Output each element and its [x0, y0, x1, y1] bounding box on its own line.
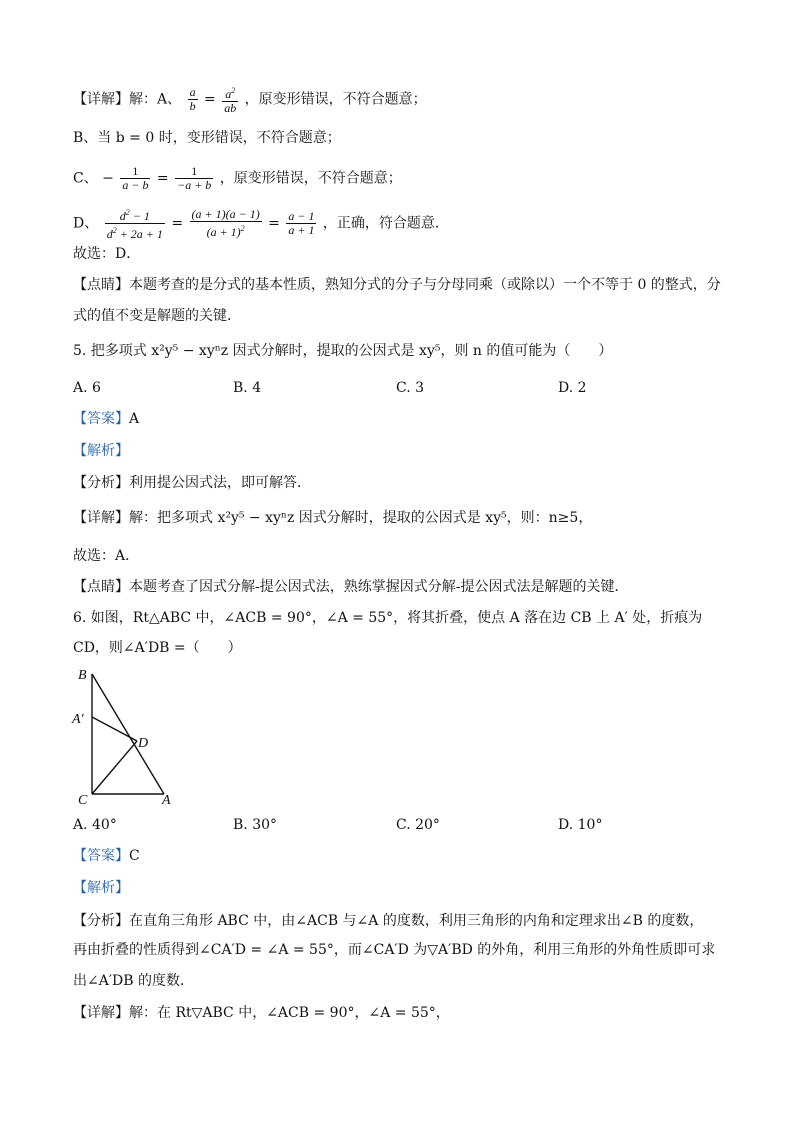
- q6-analyze-line1: [73, 912, 703, 930]
- comment-tag: 【点睛】: [73, 277, 129, 293]
- q5-conclusion: 故选：A．: [73, 548, 140, 564]
- q5-stem: 5. 把多项式 x²y⁵ − xyⁿz 因式分解时，提取的公因式是 xy⁵，则 n 的值可能为（ ）: [73, 343, 613, 359]
- q6-option-c: C. 20°: [396, 817, 440, 833]
- analyze-tag: 【分析】: [73, 913, 129, 929]
- answer-value: A: [129, 411, 140, 427]
- q6-analysis-tag: 【解析】: [73, 880, 129, 896]
- q5-option-b: B. 4: [233, 380, 262, 396]
- q6-analyze-line2: 再由折叠的性质得到∠CA′D = ∠A = 55°，而∠CA′D 为▽A′BD 的外角，利用三角形的外角性质即可求: [73, 942, 716, 958]
- q5-analyze: [73, 474, 311, 492]
- comment-text: 本题考查的是分式的基本性质，熟知分式的分子与分母同乘（或除以）一个不等于 0 的整式，分: [129, 277, 721, 293]
- fraction-d-third: $\frac{a - 1}{a + 1}$: [288, 209, 315, 237]
- q5-answer: [73, 410, 139, 428]
- detail-a-tail: ，原变形错误，不符合题意；: [244, 91, 427, 108]
- q4-comment-line1: [73, 276, 721, 294]
- d-prefix: D、: [73, 215, 99, 232]
- detail-tag: 【详解】: [73, 91, 129, 108]
- label-a: A: [162, 793, 171, 808]
- label-d: D: [138, 736, 149, 751]
- q6-detail: [73, 1004, 450, 1022]
- q5-detail: [73, 509, 592, 527]
- segment-a1d: [92, 717, 137, 741]
- c-prefix: C、: [73, 170, 98, 187]
- fraction-d-second: $\frac{(a + 1)(a - 1)}{(a + 1)^2}$: [191, 207, 260, 239]
- q6-stem-line1: 6. 如图，Rt△ABC 中，∠ACB = 90°，∠A = 55°，将其折叠，使点 A 落在边 CB 上 A′ 处，折痕为: [73, 610, 703, 626]
- q4-detail-c: C、 − $\frac{1}{a - b}$ = $\frac{1}{-a + b}$ ，原变形错误，不符合题意；: [73, 164, 402, 192]
- c-tail: ，原变形错误，不符合题意；: [219, 170, 402, 187]
- q5-analysis-tag: 【解析】: [73, 443, 129, 459]
- detail-tag: 【详解】: [73, 510, 129, 526]
- analyze-text: 利用提公因式法，即可解答．: [129, 475, 311, 491]
- fraction-d-first: $\frac{d^2 - 1}{d^2 + 2a + 1}$: [106, 208, 163, 241]
- detail-text: 解：在 Rt▽ABC 中，∠ACB = 90°，∠A = 55°，: [129, 1005, 450, 1021]
- d-tail: ，正确，符合题意．: [322, 215, 449, 232]
- q4-detail-d: D、 $\frac{d^2 - 1}{d^2 + 2a + 1}$ = $\frac{(a + 1)(a - 1)}{(a + 1)^2}$ = $\frac{a - 1}{a + 1}$ ，正确，符合题意．: [73, 207, 449, 241]
- label-a-prime: A′: [72, 712, 84, 727]
- answer-tag: 【答案】: [73, 848, 129, 864]
- q6-analyze-line3: 出∠A′DB 的度数．: [73, 973, 194, 989]
- q5-comment: [73, 578, 628, 596]
- fraction-a-over-b: $\frac{a}{b}$: [189, 85, 196, 113]
- comment-tag: 【点睛】: [73, 579, 129, 595]
- q6-stem-line2: CD，则∠A′DB =（ ）: [73, 640, 242, 656]
- q4-comment-line2: 式的值不变是解题的关键．: [73, 308, 241, 324]
- detail-text: 解：把多项式 x²y⁵ − xyⁿz 因式分解时，提取的公因式是 xy⁵，则：n≥5，: [129, 510, 593, 526]
- fraction-c-right: $\frac{1}{-a + b}$: [177, 164, 212, 192]
- fraction-c-left: $\frac{1}{a - b}$: [122, 164, 149, 192]
- side-ba: [92, 674, 164, 794]
- triangle-figure: [70, 665, 190, 810]
- q5-option-c: C. 3: [396, 380, 425, 396]
- label-b: B: [78, 668, 87, 683]
- fraction-a2-over-ab: $\frac{a^2}{ab}$: [224, 86, 237, 115]
- q5-option-d: D. 2: [558, 380, 587, 396]
- label-c: C: [78, 793, 88, 808]
- detail-lead: 解：A、: [129, 91, 182, 108]
- q6-option-a: A. 40°: [73, 817, 117, 833]
- q4-detail-b: B、当 b = 0 时，变形错误，不符合题意；: [73, 130, 341, 146]
- fold-cd: [92, 741, 137, 794]
- comment-text: 本题考查了因式分解-提公因式法，熟练掌握因式分解-提公因式法是解题的关键．: [129, 579, 629, 595]
- q5-option-a: A. 6: [73, 380, 101, 396]
- detail-tag: 【详解】: [73, 1005, 129, 1021]
- q4-conclusion: 故选：D．: [73, 246, 141, 262]
- answer-tag: 【答案】: [73, 411, 129, 427]
- answer-value: C: [129, 848, 140, 864]
- q4-detail-a: 【详解】解：A、 $\frac{a}{b}$ = $\frac{a^2}{ab}$ ，原变形错误，不符合题意；: [73, 85, 427, 115]
- analyze-text: 在直角三角形 ABC 中，由∠ACB 与∠A 的度数，利用三角形的内角和定理求出∠B 的度数，: [129, 913, 704, 929]
- q6-answer: [73, 847, 140, 865]
- q6-option-b: B. 30°: [233, 817, 278, 833]
- q6-option-d: D. 10°: [558, 817, 603, 833]
- analyze-tag: 【分析】: [73, 475, 129, 491]
